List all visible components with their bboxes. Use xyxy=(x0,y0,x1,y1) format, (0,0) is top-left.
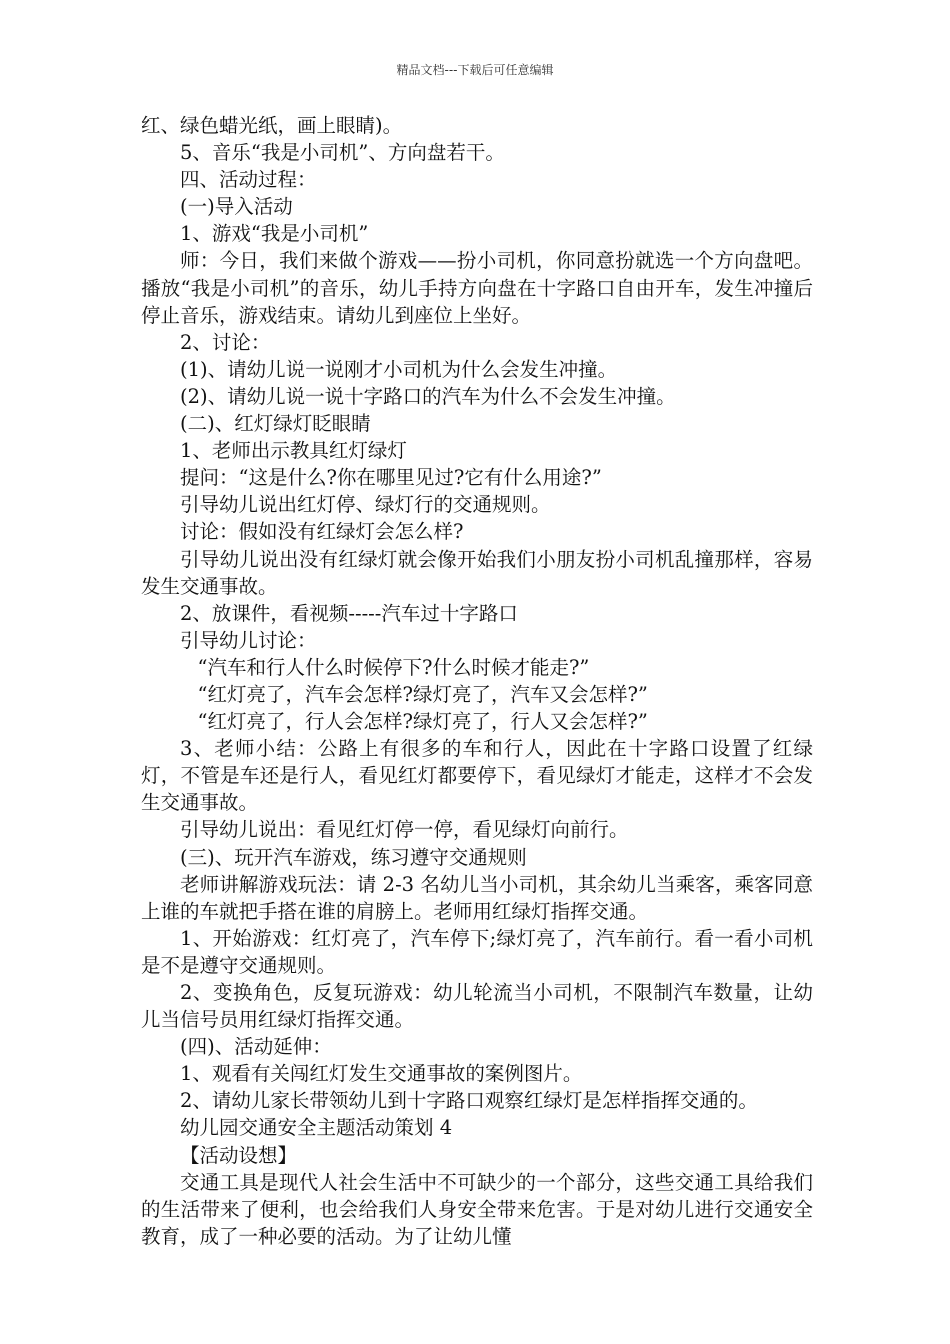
paragraph: 2、讨论： xyxy=(180,330,271,354)
paragraph: (二)、红灯绿灯眨眼睛 xyxy=(180,412,371,436)
paragraph: (1)、请幼儿说一说刚才小司机为什么会发生冲撞。 xyxy=(180,357,618,381)
section-heading: 【活动设想】 xyxy=(180,1143,298,1167)
paragraph: 2、请幼儿家长带领幼儿到十字路口观察红绿灯是怎样指挥交通的。 xyxy=(180,1089,758,1113)
quote-paragraph: “汽车和行人什么时候停下?什么时候才能走?” xyxy=(197,655,590,679)
paragraph: 交通工具是现代人社会生活中不可缺少的一个部分，这些交通工具给我们的生活带来了便利，也会给我们人身安全带来危害。于是对幼儿进行交通安全教育，成了一种必要的活动。为了让幼儿懂 xyxy=(141,1170,813,1248)
paragraph: 老师讲解游戏玩法：请 2-3 名幼儿当小司机，其余幼儿当乘客，乘客同意上谁的车就把手搭在谁的肩膀上。老师用红绿灯指挥交通。 xyxy=(141,872,813,923)
paragraph: 引导幼儿说出没有红绿灯就会像开始我们小朋友扮小司机乱撞那样，容易发生交通事故。 xyxy=(141,547,813,598)
paragraph: (三)、玩开汽车游戏，练习遵守交通规则 xyxy=(180,845,527,869)
page-header: 精品文档---下载后可任意编辑 xyxy=(396,63,554,77)
quote-paragraph: “红灯亮了，汽车会怎样?绿灯亮了，汽车又会怎样?” xyxy=(197,682,648,706)
document-body xyxy=(141,112,813,1250)
paragraph: 1、开始游戏：红灯亮了，汽车停下;绿灯亮了，汽车前行。看一看小司机是不是遵守交通规则。 xyxy=(141,926,813,977)
paragraph: 师：今日，我们来做个游戏——扮小司机，你同意扮就选一个方向盘吧。播放“我是小司机”的音乐，幼儿手持方向盘在十字路口自由开车，发生冲撞后停止音乐，游戏结束。请幼儿到座位上坐好。 xyxy=(141,249,813,327)
paragraph: 1、观看有关闯红灯发生交通事故的案例图片。 xyxy=(180,1062,583,1086)
paragraph: 讨论：假如没有红绿灯会怎么样? xyxy=(180,520,464,544)
paragraph: 红、绿色蜡光纸，画上眼睛)。 xyxy=(141,114,403,137)
paragraph: 3、老师小结：公路上有很多的车和行人，因此在十字路口设置了红绿灯，不管是车还是行人，看见红灯都要停下，看见绿灯才能走，这样才不会发生交通事故。 xyxy=(141,737,813,815)
paragraph: 1、游戏“我是小司机” xyxy=(180,222,369,246)
paragraph: 2、变换角色，反复玩游戏：幼儿轮流当小司机，不限制汽车数量，让幼儿当信号员用红绿灯指挥交通。 xyxy=(141,981,813,1032)
paragraph: 引导幼儿说出：看见红灯停一停，看见绿灯向前行。 xyxy=(180,818,629,842)
paragraph: 四、活动过程： xyxy=(180,168,317,192)
paragraph: 2、放课件，看视频-----汽车过十字路口 xyxy=(180,601,518,625)
paragraph: 提问：“这是什么?你在哪里见过?它有什么用途?” xyxy=(180,466,602,490)
paragraph: 引导幼儿讨论： xyxy=(180,628,317,652)
paragraph: (一)导入活动 xyxy=(180,195,293,219)
paragraph: 5、音乐“我是小司机”、方向盘若干。 xyxy=(180,141,505,165)
section-title: 幼儿园交通安全主题活动策划 4 xyxy=(180,1116,453,1140)
paragraph: 1、老师出示教具红灯绿灯 xyxy=(180,439,407,463)
paragraph: (2)、请幼儿说一说十字路口的汽车为什么不会发生冲撞。 xyxy=(180,384,676,408)
quote-paragraph: “红灯亮了，行人会怎样?绿灯亮了，行人又会怎样?” xyxy=(197,710,648,734)
paragraph: 引导幼儿说出红灯停、绿灯行的交通规则。 xyxy=(180,493,551,517)
paragraph: (四)、活动延伸： xyxy=(180,1035,332,1059)
